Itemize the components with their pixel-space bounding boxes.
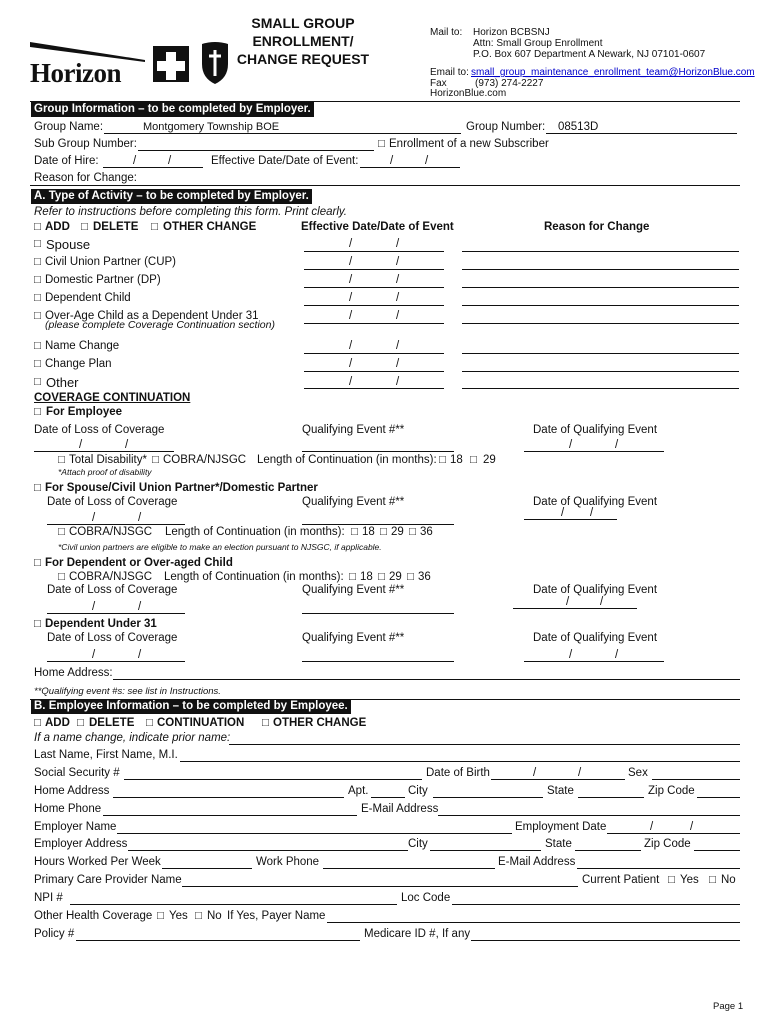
total-disability-checkbox[interactable]: □ <box>58 454 65 466</box>
employer-state-field[interactable] <box>575 850 641 851</box>
employer-address-label: Employer Address <box>34 838 128 850</box>
date-slash: / <box>396 376 400 388</box>
emp-18-label: 18 <box>450 454 463 466</box>
sp-qual-event-field[interactable] <box>302 524 454 525</box>
state-field[interactable] <box>578 797 644 798</box>
dep-36-checkbox[interactable]: □ <box>407 571 414 583</box>
current-patient-no-checkbox[interactable]: □ <box>709 874 716 886</box>
mail-to-label: Mail to: <box>430 27 463 38</box>
date-slash: / <box>138 601 142 613</box>
date-slash: / <box>425 155 429 167</box>
date-slash: / <box>533 767 537 779</box>
sp-date-qual-field[interactable] <box>524 519 617 520</box>
work-phone-label: Work Phone <box>256 856 320 868</box>
emp-other-checkbox[interactable]: □ <box>262 717 269 729</box>
d31-qual-event-field[interactable] <box>302 661 454 662</box>
dp-checkbox[interactable]: □ <box>34 274 41 286</box>
date-slash: / <box>349 376 353 388</box>
d31-date-loss-field[interactable] <box>47 661 185 662</box>
cup-checkbox[interactable]: □ <box>34 256 41 268</box>
enroll-new-checkbox[interactable]: □ <box>378 138 385 150</box>
date-slash: / <box>569 649 573 661</box>
emp-29-checkbox[interactable]: □ <box>470 454 477 466</box>
sp-18-checkbox[interactable]: □ <box>351 526 358 538</box>
overage-child-reason-field[interactable] <box>462 323 739 324</box>
emp-cobra-label: COBRA/NJSGC <box>163 454 247 466</box>
ssn-field[interactable] <box>124 779 422 780</box>
overage-child-checkbox[interactable]: □ <box>34 310 41 322</box>
employment-date-label: Employment Date <box>515 821 607 833</box>
date-slash: / <box>133 155 137 167</box>
other-checkbox[interactable]: □ <box>34 376 41 388</box>
change-plan-label: Change Plan <box>45 358 112 370</box>
other-coverage-label: Other Health Coverage <box>34 910 153 922</box>
dep-36-label: 36 <box>418 571 431 583</box>
policy-label: Policy # <box>34 928 75 940</box>
sex-field[interactable] <box>652 779 740 780</box>
logo-text: Horizon <box>30 58 121 88</box>
name-change-reason-field[interactable] <box>462 353 739 354</box>
npi-label: NPI # <box>34 892 63 904</box>
reason-label: Reason for Change: <box>34 172 137 184</box>
emp-delete-checkbox[interactable]: □ <box>77 717 84 729</box>
dependent-child-checkbox[interactable]: □ <box>34 292 41 304</box>
apt-field[interactable] <box>371 797 405 798</box>
fax-label: Fax <box>430 78 447 89</box>
npi-field[interactable] <box>70 904 397 905</box>
d31-date-qual-label: Date of Qualifying Event <box>533 632 658 644</box>
dep-29-label: 29 <box>389 571 402 583</box>
other-coverage-yes-label: Yes <box>169 910 188 922</box>
medicare-field[interactable] <box>471 940 740 941</box>
home-phone-field[interactable] <box>103 815 357 816</box>
current-patient-yes-label: Yes <box>680 874 699 886</box>
employer-address-field[interactable] <box>128 850 408 851</box>
if-yes-payer-label: If Yes, Payer Name <box>227 910 326 922</box>
dep-18-label: 18 <box>360 571 373 583</box>
add-checkbox[interactable]: □ <box>34 221 41 233</box>
dep-date-loss-label: Date of Loss of Coverage <box>47 584 178 596</box>
sp-date-loss-label: Date of Loss of Coverage <box>47 496 178 508</box>
website: HorizonBlue.com <box>430 88 507 99</box>
dep-date-loss-field[interactable] <box>47 613 185 614</box>
dep-date-qual-field[interactable] <box>513 608 637 609</box>
effective-date-field[interactable] <box>360 167 460 168</box>
date-slash: / <box>396 358 400 370</box>
cup-reason-field[interactable] <box>462 269 739 270</box>
dep-cobra-label: COBRA/NJSGC <box>69 571 153 583</box>
employer-zip-label: Zip Code <box>644 838 691 850</box>
email-label: Email to: <box>430 67 469 78</box>
reason-field[interactable] <box>30 185 740 186</box>
spouse-reason-field[interactable] <box>462 251 739 252</box>
emp-date-loss-field[interactable] <box>34 451 174 452</box>
apt-label: Apt. <box>348 785 369 797</box>
dob-field[interactable] <box>491 779 625 780</box>
blue-shield-icon <box>200 40 230 89</box>
dep-29-checkbox[interactable]: □ <box>378 571 385 583</box>
dependent-31-label: Dependent Under 31 <box>45 618 157 630</box>
spouse-checkbox[interactable]: □ <box>34 238 41 250</box>
email-address-field[interactable] <box>438 815 740 816</box>
dep-date-qual-label: Date of Qualifying Event <box>533 584 658 596</box>
group-number-label: Group Number: <box>466 121 546 133</box>
date-slash: / <box>396 238 400 250</box>
home-phone-label: Home Phone <box>34 803 102 815</box>
dependent-31-checkbox[interactable]: □ <box>34 618 41 630</box>
group-info-header: Group Information – to be completed by Employer. <box>31 102 314 117</box>
emp-continuation-checkbox[interactable]: □ <box>146 717 153 729</box>
dependent-child-date-field[interactable] <box>304 305 444 306</box>
emp-other-label: OTHER CHANGE <box>273 717 367 729</box>
sp-length-label: Length of Continuation (in months): <box>165 526 345 538</box>
dep-18-checkbox[interactable]: □ <box>349 571 356 583</box>
d31-date-loss-label: Date of Loss of Coverage <box>47 632 178 644</box>
fax-number: (973) 274-2227 <box>475 78 544 89</box>
add-label: ADD <box>45 221 70 233</box>
activity-header: A. Type of Activity – to be completed by Employer. <box>31 189 312 204</box>
sp-cobra-checkbox[interactable]: □ <box>58 526 65 538</box>
for-dependent-checkbox[interactable]: □ <box>34 557 41 569</box>
date-slash: / <box>561 507 565 519</box>
employer-city-label: City <box>408 838 428 850</box>
coverage-title: COVERAGE CONTINUATION <box>34 392 191 404</box>
for-employee-label: For Employee <box>46 406 123 418</box>
date-slash: / <box>92 649 96 661</box>
loc-code-label: Loc Code <box>401 892 451 904</box>
date-slash: / <box>349 358 353 370</box>
dep-qual-event-field[interactable] <box>302 613 454 614</box>
other-label: Other <box>46 375 79 390</box>
overage-child-label: Over-Age Child as a Dependent Under 31 <box>45 310 259 322</box>
employer-city-field[interactable] <box>430 850 541 851</box>
sex-label: Sex <box>628 767 648 779</box>
emp-qual-event-label: Qualifying Event #** <box>302 424 405 436</box>
other-reason-field[interactable] <box>462 388 739 389</box>
name-change-date-field[interactable] <box>304 353 444 354</box>
sp-18-label: 18 <box>362 526 375 538</box>
emp-add-label: ADD <box>45 717 70 729</box>
blue-cross-icon <box>151 44 195 87</box>
mail-line-3: P.O. Box 607 Department A Newark, NJ 07101-0607 <box>473 49 706 60</box>
spouse-date-field[interactable] <box>304 251 444 252</box>
pcp-label: Primary Care Provider Name <box>34 874 182 886</box>
last-name-label: Last Name, First Name, M.I. <box>34 749 178 761</box>
current-patient-yes-checkbox[interactable]: □ <box>668 874 675 886</box>
name-change-checkbox[interactable]: □ <box>34 340 41 352</box>
date-slash: / <box>578 767 582 779</box>
emp-cobra-checkbox[interactable]: □ <box>152 454 159 466</box>
civil-union-note: *Civil union partners are eligible to make an election pursuant to NJSGC, if applicable. <box>58 542 382 552</box>
mail-line-1: Horizon BCBSNJ <box>473 27 550 38</box>
dp-date-field[interactable] <box>304 287 444 288</box>
dep-length-label: Length of Continuation (in months): <box>164 571 344 583</box>
for-spouse-checkbox[interactable]: □ <box>34 482 41 494</box>
date-slash: / <box>349 292 353 304</box>
ssn-label: Social Security # <box>34 767 120 779</box>
title-line-3: CHANGE REQUEST <box>236 51 370 67</box>
employer-state-label: State <box>545 838 572 850</box>
for-dependent-label: For Dependent or Over-aged Child <box>45 557 233 569</box>
date-slash: / <box>168 155 172 167</box>
sub-group-field[interactable] <box>138 150 374 151</box>
date-slash: / <box>615 439 619 451</box>
cov-home-address-field[interactable] <box>113 679 740 680</box>
employer-name-label: Employer Name <box>34 821 117 833</box>
other-coverage-no-checkbox[interactable]: □ <box>195 910 202 922</box>
date-slash: / <box>92 512 96 524</box>
date-of-hire-label: Date of Hire: <box>34 155 99 167</box>
dependent-child-reason-field[interactable] <box>462 305 739 306</box>
hours-label: Hours Worked Per Week <box>34 856 161 868</box>
home-address-field[interactable] <box>113 797 344 798</box>
total-disability-label: Total Disability* <box>69 454 147 466</box>
date-slash: / <box>396 256 400 268</box>
email-link[interactable]: small_group_maintenance_enrollment_team@HorizonBlue.com <box>471 67 755 78</box>
email-address-label: E-Mail Address <box>361 803 439 815</box>
date-slash: / <box>590 507 594 519</box>
date-slash: / <box>569 439 573 451</box>
date-slash: / <box>349 340 353 352</box>
last-name-field[interactable] <box>180 761 740 762</box>
overage-child-date-field[interactable] <box>304 323 444 324</box>
date-slash: / <box>349 256 353 268</box>
overage-note: (please complete Coverage Continuation section) <box>45 319 275 331</box>
date-slash: / <box>396 274 400 286</box>
city-field[interactable] <box>433 797 543 798</box>
page-number: Page 1 <box>713 1001 744 1012</box>
sp-36-label: 36 <box>420 526 433 538</box>
date-slash: / <box>396 310 400 322</box>
city-label: City <box>408 785 428 797</box>
d31-qual-event-label: Qualifying Event #** <box>302 632 405 644</box>
date-slash: / <box>125 439 129 451</box>
loc-code-field[interactable] <box>452 904 740 905</box>
date-slash: / <box>650 821 654 833</box>
employer-zip-field[interactable] <box>694 850 740 851</box>
dep-cobra-checkbox[interactable]: □ <box>58 571 65 583</box>
date-slash: / <box>690 821 694 833</box>
emp-29-label: 29 <box>483 454 496 466</box>
qualifying-events-note: **Qualifying event #s: see list in Instructions. <box>34 686 221 697</box>
other-change-label: OTHER CHANGE <box>163 221 257 233</box>
sp-36-checkbox[interactable]: □ <box>409 526 416 538</box>
for-employee-checkbox[interactable]: □ <box>34 406 41 418</box>
sp-qual-event-label: Qualifying Event #** <box>302 496 405 508</box>
date-of-hire-field[interactable] <box>103 167 203 168</box>
dp-label: Domestic Partner (DP) <box>45 274 161 286</box>
sp-29-checkbox[interactable]: □ <box>380 526 387 538</box>
employer-name-field[interactable] <box>117 833 512 834</box>
date-slash: / <box>396 340 400 352</box>
current-patient-label: Current Patient <box>582 874 660 886</box>
spouse-label: Spouse <box>46 237 91 252</box>
date-slash: / <box>600 596 604 608</box>
delete-label: DELETE <box>93 221 139 233</box>
cup-label: Civil Union Partner (CUP) <box>45 256 177 268</box>
dp-reason-field[interactable] <box>462 287 739 288</box>
mail-line-2: Attn: Small Group Enrollment <box>473 38 603 49</box>
state-label: State <box>547 785 574 797</box>
emp-add-checkbox[interactable]: □ <box>34 717 41 729</box>
cov-home-address-label: Home Address: <box>34 667 113 679</box>
enroll-new-label: Enrollment of a new Subscriber <box>389 138 549 150</box>
date-slash: / <box>349 310 353 322</box>
date-slash: / <box>390 155 394 167</box>
date-slash: / <box>138 512 142 524</box>
sp-29-label: 29 <box>391 526 404 538</box>
prior-name-field[interactable] <box>229 744 740 745</box>
cup-date-field[interactable] <box>304 269 444 270</box>
work-email-label: E-Mail Address <box>498 856 576 868</box>
change-plan-reason-field[interactable] <box>462 371 739 372</box>
group-name-field[interactable] <box>104 133 461 134</box>
change-plan-checkbox[interactable]: □ <box>34 358 41 370</box>
sub-group-label: Sub Group Number: <box>34 138 137 150</box>
group-number-value: 08513D <box>558 121 599 133</box>
group-name-label: Group Name: <box>34 121 104 133</box>
for-spouse-label: For Spouse/Civil Union Partner*/Domestic Partner <box>45 482 318 494</box>
horizon-logo <box>30 38 145 88</box>
emp-continuation-label: CONTINUATION <box>157 717 245 729</box>
col-reason: Reason for Change <box>544 221 650 233</box>
date-slash: / <box>138 649 142 661</box>
emp-date-qual-label: Date of Qualifying Event <box>533 424 658 436</box>
date-slash: / <box>92 601 96 613</box>
date-slash: / <box>79 439 83 451</box>
date-slash: / <box>349 238 353 250</box>
prior-name-label: If a name change, indicate prior name: <box>34 732 231 744</box>
change-plan-date-field[interactable] <box>304 371 444 372</box>
emp-qual-event-field[interactable] <box>302 451 454 452</box>
dep-qual-event-label: Qualifying Event #** <box>302 584 405 596</box>
title-line-2: ENROLLMENT/ <box>252 33 354 49</box>
other-change-checkbox[interactable]: □ <box>151 221 158 233</box>
date-slash: / <box>566 596 570 608</box>
medicare-label: Medicare ID #, If any <box>364 928 471 940</box>
emp-delete-label: DELETE <box>89 717 135 729</box>
form-title <box>228 14 378 68</box>
other-coverage-no-label: No <box>207 910 222 922</box>
effective-date-label: Effective Date/Date of Event: <box>211 155 359 167</box>
payer-name-field[interactable] <box>327 922 740 923</box>
group-name-value: Montgomery Township BOE <box>143 121 280 133</box>
work-phone-field[interactable] <box>323 868 495 869</box>
current-patient-no-label: No <box>721 874 736 886</box>
sp-cobra-label: COBRA/NJSGC <box>69 526 153 538</box>
work-email-field[interactable] <box>577 868 740 869</box>
employment-date-field[interactable] <box>607 833 740 834</box>
emp-length-label: Length of Continuation (in months): <box>257 454 437 466</box>
pcp-field[interactable] <box>182 886 578 887</box>
delete-checkbox[interactable]: □ <box>81 221 88 233</box>
hours-field[interactable] <box>162 868 252 869</box>
dependent-child-label: Dependent Child <box>45 292 131 304</box>
name-change-label: Name Change <box>45 340 120 352</box>
d31-date-qual-field[interactable] <box>524 661 664 662</box>
col-effective-date: Effective Date/Date of Event <box>301 221 454 233</box>
other-coverage-yes-checkbox[interactable]: □ <box>157 910 164 922</box>
other-date-field[interactable] <box>304 388 444 389</box>
employee-header: B. Employee Information – to be completed by Employee. <box>31 699 351 714</box>
date-slash: / <box>615 649 619 661</box>
policy-field[interactable] <box>76 940 360 941</box>
home-address-label: Home Address <box>34 785 110 797</box>
date-slash: / <box>349 274 353 286</box>
emp-date-loss-label: Date of Loss of Coverage <box>34 424 165 436</box>
title-line-1: SMALL GROUP <box>251 15 355 31</box>
sp-date-loss-field[interactable] <box>47 524 185 525</box>
instructions: Refer to instructions before completing this form. Print clearly. <box>34 206 347 218</box>
zip-field[interactable] <box>697 797 740 798</box>
emp-18-checkbox[interactable]: □ <box>439 454 446 466</box>
sp-date-qual-label: Date of Qualifying Event <box>533 496 658 508</box>
emp-date-qual-field[interactable] <box>524 451 664 452</box>
dob-label: Date of Birth <box>426 767 490 779</box>
attach-proof-note: *Attach proof of disability <box>58 467 152 477</box>
date-slash: / <box>396 292 400 304</box>
zip-label: Zip Code <box>648 785 695 797</box>
